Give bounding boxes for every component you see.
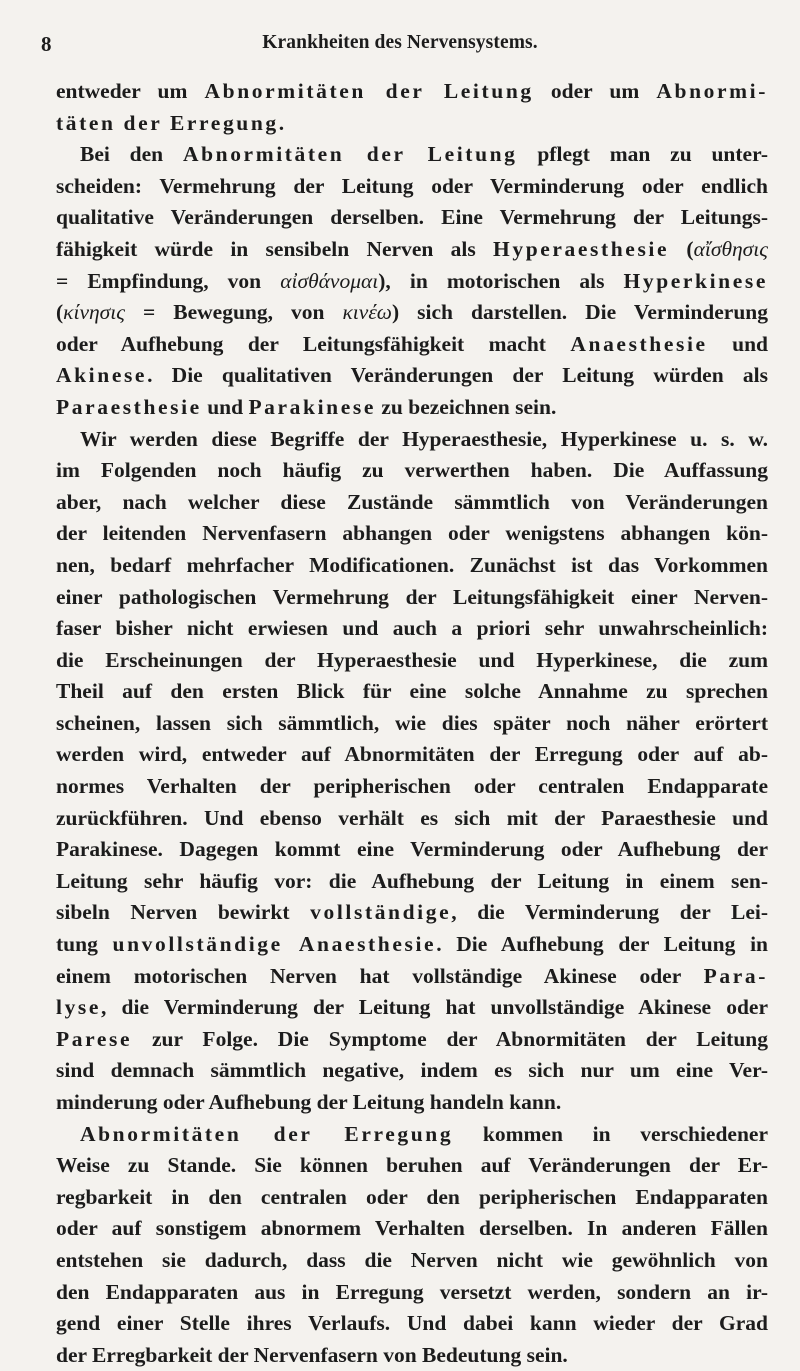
text-line: oder auf sonstigem abnormem Verhalten derselben. In anderen Fällen	[56, 1216, 768, 1241]
spaced-term: Akinese	[56, 363, 148, 388]
spaced-term: Paraesthesie	[56, 394, 202, 419]
text-line: der leitenden Nervenfasern abhangen oder wenigstens abhangen kön-	[56, 521, 768, 546]
text-line: entstehen sie dadurch, dass die Nerven nicht wie gewöhnlich von	[56, 1247, 768, 1272]
text-line: oder Aufhebung der Leitungsfähigkeit macht Anaesthesie und	[56, 331, 768, 356]
text-line: zurückführen. Und ebenso verhält es sich mit der Paraesthesie und	[56, 805, 768, 830]
text-line: scheiden: Vermehrung der Leitung oder Verminderung oder endlich	[56, 173, 768, 198]
greek-term: κινέω	[342, 300, 392, 325]
greek-term: αἴσθησις	[693, 236, 768, 261]
text-line: Paraesthesie und Parakinese zu bezeichnen sein.	[56, 394, 557, 419]
spaced-term: Hyperkinese	[623, 268, 768, 293]
spaced-term: Parese	[56, 1026, 133, 1051]
text-line: gend einer Stelle ihres Verlaufs. Und dabei kann wieder der Grad	[56, 1311, 768, 1336]
text-line: Leitung sehr häufig vor: die Aufhebung der Leitung in einem sen-	[56, 868, 768, 893]
spaced-term: unvollständige Anaesthesie	[112, 932, 437, 957]
spaced-term: Anaesthesie	[570, 331, 708, 356]
greek-term: αἰσθάνομαι	[280, 268, 379, 293]
text-line: entweder um Abnormitäten der Leitung oder um Abnormi-	[56, 79, 768, 103]
text-line: Parese zur Folge. Die Symptome der Abnormitäten der Leitung	[56, 1026, 768, 1051]
spaced-term: Abnormitäten der Leitung	[182, 142, 518, 167]
text-line: lyse, die Verminderung der Leitung hat unvollständige Akinese oder	[56, 995, 768, 1020]
text-line: sibeln Nerven bewirkt vollständige, die Verminderung der Lei-	[56, 900, 768, 925]
spaced-term: Para-	[703, 963, 768, 988]
spaced-term: täten der Erregung	[56, 110, 279, 135]
running-title: Krankheiten des Nervensystems.	[262, 32, 538, 53]
spaced-term: Abnormitäten der Leitung	[204, 79, 534, 103]
text-line: aber, nach welcher diese Zustände sämmtlich von Veränderungen	[56, 489, 768, 514]
text-line: Theil auf den ersten Blick für eine solche Annahme zu sprechen	[56, 679, 768, 704]
text-line: fähigkeit würde in sensibeln Nerven als Hyperaesthesie (αἴσθησις	[56, 236, 768, 261]
text-line: = Empfindung, von αἰσθάνομαι), in motorischen als Hyperkinese	[56, 268, 768, 293]
text-line: im Folgenden noch häufig zu verwerthen haben. Die Auffassung	[56, 458, 768, 483]
text-line: sind demnach sämmtlich negative, indem es sich nur um eine Ver-	[56, 1058, 768, 1083]
text-line: scheinen, lassen sich sämmtlich, wie dies später noch näher erörtert	[56, 710, 768, 735]
text-line: minderung oder Aufhebung der Leitung handeln kann.	[56, 1090, 562, 1114]
text-line: Akinese. Die qualitativen Veränderungen der Leitung würden als	[56, 363, 768, 388]
page-header	[0, 28, 800, 58]
text-line: faser bisher nicht erwiesen und auch a priori sehr unwahrscheinlich:	[56, 616, 768, 641]
spaced-term: Abnormi-	[656, 79, 768, 103]
text-line: einem motorischen Nerven hat vollständige Akinese oder Para-	[56, 963, 768, 988]
spaced-term: Abnormitäten der Erregung	[80, 1121, 454, 1146]
text-line: Weise zu Stande. Sie können beruhen auf Veränderungen der Er-	[56, 1153, 768, 1178]
text-line: Bei den Abnormitäten der Leitung pflegt man zu unter-	[80, 142, 768, 167]
text-line: täten der Erregung.	[56, 110, 285, 135]
text-line: nen, bedarf mehrfacher Modificationen. Zunächst ist das Vorkommen	[56, 552, 768, 577]
text-line: Wir werden diese Begriffe der Hyperaesthesie, Hyperkinese u. s. w.	[80, 426, 768, 451]
spaced-term: lyse	[56, 995, 102, 1020]
text-line: normes Verhalten der peripherischen oder centralen Endapparate	[56, 774, 768, 799]
text-line: qualitative Veränderungen derselben. Eine Vermehrung der Leitungs-	[56, 205, 768, 230]
spaced-term: Parakinese	[248, 394, 376, 419]
text-line: Parakinese. Dagegen kommt eine Verminderung oder Aufhebung der	[56, 837, 768, 862]
text-line: tung unvollständige Anaesthesie. Die Aufhebung der Leitung in	[56, 932, 769, 957]
text-line: den Endapparaten aus in Erregung versetzt werden, sondern an ir-	[56, 1279, 768, 1304]
greek-term: κίνησις	[63, 300, 125, 325]
text-line: der Erregbarkeit der Nervenfasern von Bedeutung sein.	[56, 1342, 568, 1367]
page-number: 8	[41, 32, 52, 56]
spaced-term: Hyperaesthesie	[493, 236, 670, 261]
text-line: regbarkeit in den centralen oder den peripherischen Endapparaten	[56, 1184, 768, 1209]
body-text	[56, 76, 768, 1371]
text-line: Abnormitäten der Erregung kommen in verschiedener	[80, 1121, 768, 1146]
text-line: die Erscheinungen der Hyperaesthesie und Hyperkinese, die zum	[56, 647, 768, 672]
text-line: werden wird, entweder auf Abnormitäten der Erregung oder auf ab-	[56, 742, 768, 767]
text-line: einer pathologischen Vermehrung der Leitungsfähigkeit einer Nerven-	[56, 584, 768, 609]
spaced-term: vollständige	[310, 900, 452, 925]
text-line: (κίνησις = Bewegung, von κινέω) sich darstellen. Die Verminderung	[56, 300, 769, 325]
